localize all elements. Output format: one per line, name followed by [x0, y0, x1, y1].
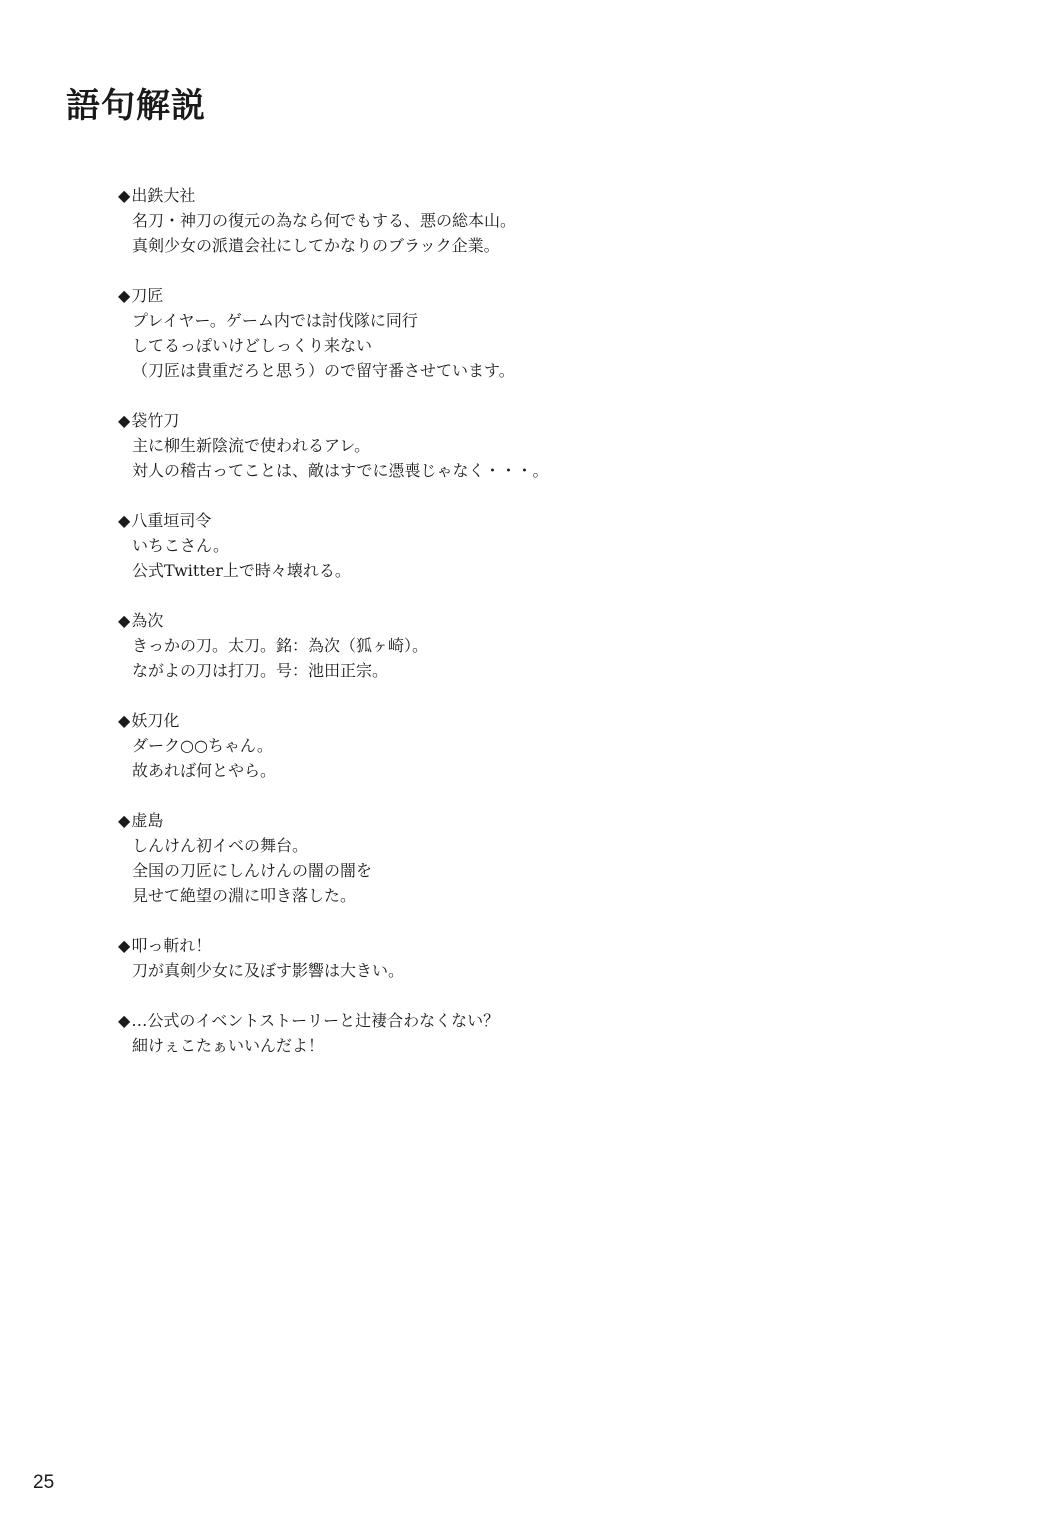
- glossary-term-text: 刀匠: [131, 286, 164, 305]
- diamond-bullet-icon: ◆: [118, 186, 131, 205]
- diamond-bullet-icon: ◆: [118, 711, 131, 730]
- glossary-term-text: 為次: [131, 611, 164, 630]
- glossary-entry: [118, 408, 978, 483]
- glossary-term-text: …公式のイベントストーリーと辻褄合わなくない？: [131, 1011, 500, 1030]
- glossary-entry: [118, 183, 978, 258]
- glossary-term-text: 袋竹刀: [131, 411, 180, 430]
- glossary-description-line: しんけん初イベの舞台。: [132, 836, 309, 855]
- glossary-description-line: ながよの刀は打刀。号：池田正宗。: [132, 661, 389, 680]
- glossary-term: [118, 1008, 978, 1033]
- diamond-bullet-icon: ◆: [118, 511, 131, 530]
- diamond-bullet-icon: ◆: [118, 286, 131, 305]
- glossary-description-line: してるっぽいけどしっくり来ない: [132, 336, 373, 355]
- glossary-term-text: 妖刀化: [131, 711, 180, 730]
- glossary-entry: [118, 283, 978, 383]
- glossary-description-line: 刀が真剣少女に及ぼす影響は大きい。: [132, 961, 405, 980]
- diamond-bullet-icon: ◆: [118, 411, 131, 430]
- glossary-term: [118, 708, 978, 733]
- glossary-term: [118, 508, 978, 533]
- diamond-bullet-icon: ◆: [118, 1011, 131, 1030]
- diamond-bullet-icon: ◆: [118, 811, 131, 830]
- glossary-term-text: 八重垣司令: [131, 511, 212, 530]
- page-title: 語句解説: [66, 86, 206, 126]
- glossary-term: [118, 608, 978, 633]
- glossary-term: [118, 933, 978, 958]
- glossary-description-line: きっかの刀。太刀。銘：為次（狐ヶ崎）。: [132, 636, 429, 655]
- glossary-entry: [118, 508, 978, 583]
- page-number: 25: [33, 1472, 55, 1493]
- glossary-description-line: 公式Twitter上で時々壊れる。: [132, 561, 351, 580]
- glossary-term-text: 叩っ斬れ！: [131, 936, 212, 955]
- glossary-description-line: 見せて絶望の淵に叩き落した。: [132, 886, 357, 905]
- glossary-entry: [118, 933, 978, 983]
- glossary-term: [118, 408, 978, 433]
- glossary-term-text: 出鉄大社: [131, 186, 196, 205]
- glossary-description-line: 対人の稽古ってことは、敵はすでに憑喪じゃなく・・・。: [132, 461, 549, 480]
- glossary-description-line: ダーク○○ちゃん。: [132, 736, 273, 755]
- glossary-description-line: 故あれば何とやら。: [132, 761, 277, 780]
- glossary-description-line: 全国の刀匠にしんけんの闇の闇を: [132, 861, 373, 880]
- glossary-list: [118, 183, 978, 1083]
- glossary-description-line: プレイヤー。ゲーム内では討伐隊に同行: [132, 311, 418, 330]
- diamond-bullet-icon: ◆: [118, 936, 131, 955]
- glossary-entry: [118, 708, 978, 783]
- glossary-description-line: いちこさん。: [132, 536, 229, 555]
- glossary-description-line: 真剣少女の派遣会社にしてかなりのブラック企業。: [132, 236, 500, 255]
- glossary-entry: [118, 1008, 978, 1058]
- glossary-entry: [118, 608, 978, 683]
- glossary-entry: [118, 808, 978, 908]
- glossary-term: [118, 183, 978, 208]
- glossary-description-line: 主に柳生新陰流で使われるアレ。: [132, 436, 371, 455]
- glossary-description-line: （刀匠は貴重だろと思う）ので留守番させています。: [132, 361, 515, 380]
- diamond-bullet-icon: ◆: [118, 611, 131, 630]
- glossary-term: [118, 808, 978, 833]
- glossary-term: [118, 283, 978, 308]
- glossary-term-text: 虚島: [131, 811, 164, 830]
- glossary-description-line: 名刀・神刀の復元の為なら何でもする、悪の総本山。: [132, 211, 517, 230]
- glossary-description-line: 細けぇこたぁいいんだよ！: [132, 1036, 325, 1055]
